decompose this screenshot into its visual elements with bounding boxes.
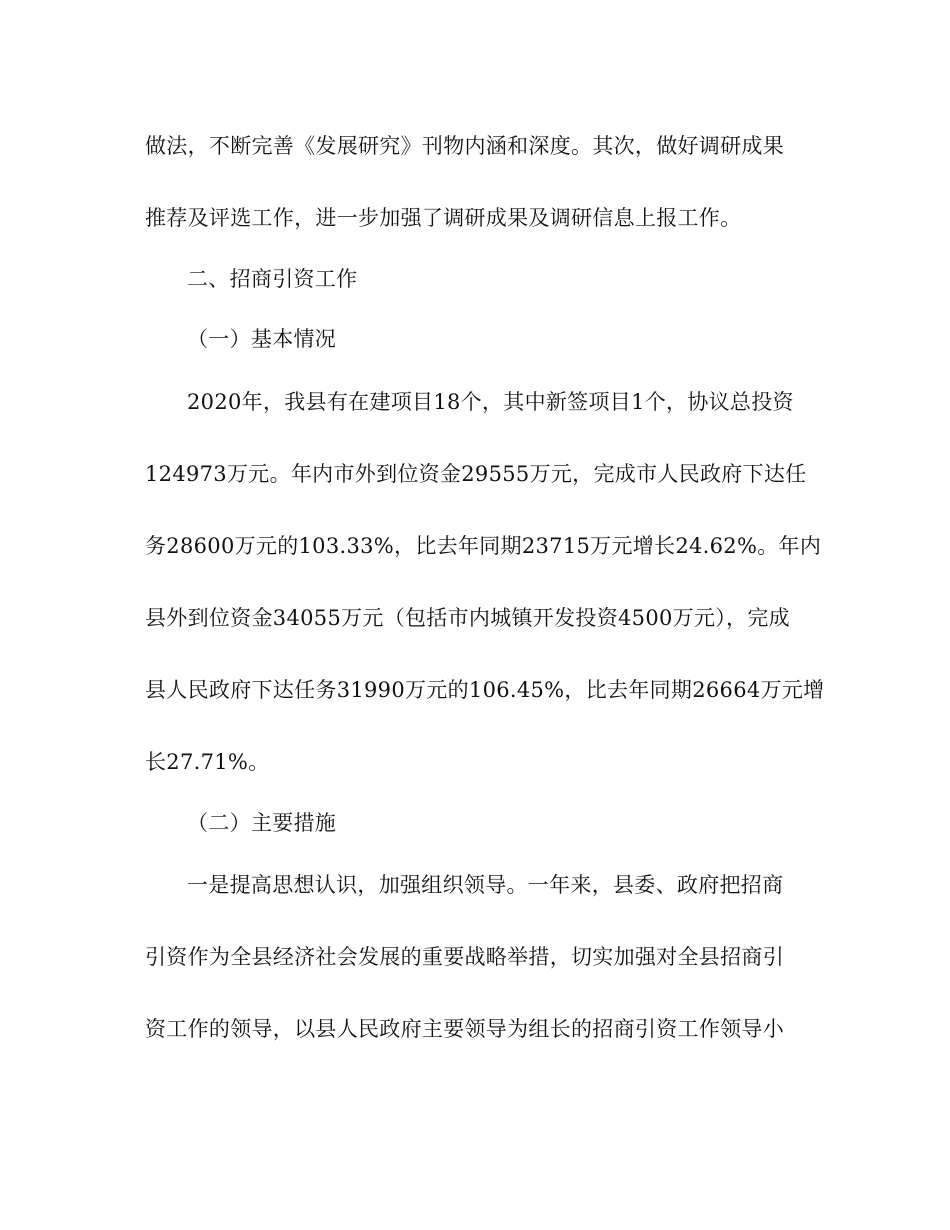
paragraph-line: 做法，不断完善《发展研究》刊物内涵和深度。其次，做好调研成果 <box>145 134 784 158</box>
paragraph-line: 长27.71%。 <box>145 750 270 774</box>
paragraph-line: 务28600万元的103.33%，比去年同期23715万元增长24.62%。年内 <box>145 534 822 558</box>
paragraph-line: 一是提高思想认识，加强组织领导。一年来，县委、政府把招商 <box>187 873 784 897</box>
paragraph-line: 县外到位资金34055万元（包括市内城镇开发投资4500万元），完成 <box>145 606 790 630</box>
paragraph-line: 县人民政府下达任务31990万元的106.45%，比去年同期26664万元增 <box>145 678 825 702</box>
subsection-heading: （一）基本情况 <box>187 327 337 351</box>
paragraph-line: 推荐及评选工作，进一步加强了调研成果及调研信息上报工作。 <box>145 206 742 230</box>
paragraph-line: 引资作为全县经济社会发展的重要战略举措，切实加强对全县招商引 <box>145 945 784 969</box>
section-heading: 二、招商引资工作 <box>187 267 358 291</box>
subsection-heading: （二）主要措施 <box>187 811 337 835</box>
paragraph-line: 2020年，我县有在建项目18个，其中新签项目1个，协议总投资 <box>187 390 794 414</box>
paragraph-line: 124973万元。年内市外到位资金29555万元，完成市人民政府下达任 <box>145 462 807 486</box>
paragraph-line: 资工作的领导，以县人民政府主要领导为组长的招商引资工作领导小 <box>145 1017 784 1041</box>
